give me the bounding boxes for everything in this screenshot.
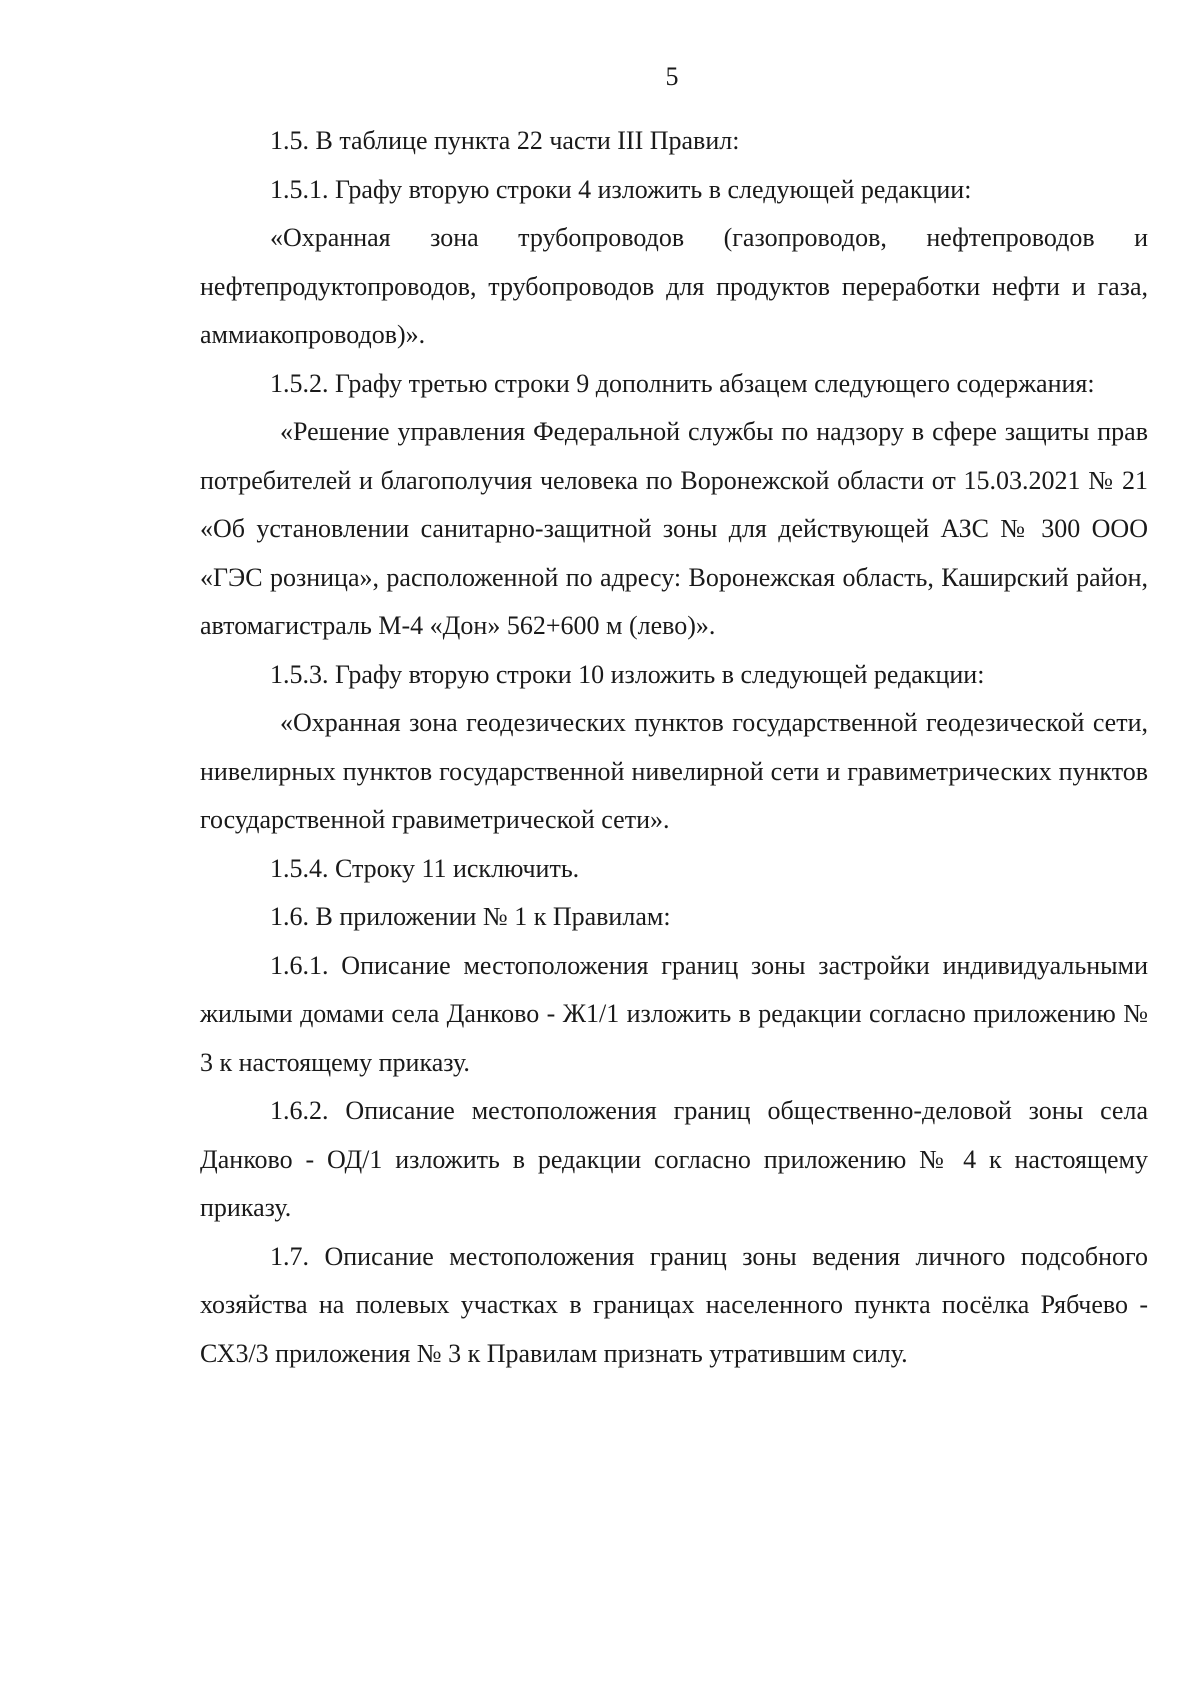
paragraph-1-5: 1.5. В таблице пункта 22 части III Правил:: [270, 126, 740, 155]
paragraph-1-6-1: 1.6.1. Описание местоположения границ зоны застройки индивидуальными жилыми домами села Данково - Ж1/1 изложить в редакции согласно приложению № 3 к настоящему приказу.: [200, 950, 1148, 1077]
page-number: 5: [665, 62, 679, 91]
paragraph-1-5-1: 1.5.1. Графу вторую строки 4 изложить в следующей редакции:: [270, 174, 972, 204]
paragraph-1-7: 1.7. Описание местоположения границ зоны ведения личного подсобного хозяйства на полевых участках в границах населенного пункта посёлка Рябчево - СХ3/3 приложения № 3 к Правилам признать утратившим силу.: [200, 1241, 1148, 1368]
paragraph-1-5-1-quote: «Охранная зона трубопроводов (газопроводов, нефтепроводов и нефтепродуктопроводов, трубопроводов для продуктов переработки нефти и газа, аммиакопроводов)».: [200, 223, 1148, 349]
paragraph-1-6-2: 1.6.2. Описание местоположения границ общественно-деловой зоны села Данково - ОД/1 изложить в редакции согласно приложению № 4 к настоящему приказу.: [200, 1096, 1148, 1222]
paragraph-1-5-2: 1.5.2. Графу третью строки 9 дополнить абзацем следующего содержания:: [270, 368, 1095, 398]
paragraph-1-5-3-quote: «Охранная зона геодезических пунктов государственной геодезической сети, нивелирных пунктов государственной нивелирной сети и гравиметрических пунктов государственной гравиметрической сети».: [200, 708, 1148, 834]
paragraph-1-5-3: 1.5.3. Графу вторую строки 10 изложить в следующей редакции:: [270, 659, 985, 689]
paragraph-1-5-2-quote: «Решение управления Федеральной службы по надзору в сфере защиты прав потребителей и благополучия человека по Воронежской области от 15.03.2021 № 21 «Об установлении санитарно-защитной зоны для действующей АЗС № 300 ООО «ГЭС розница», расположенной по адресу: Воронежская область, Каширский район, автомагистраль М-4 «Дон» 562+600 м (лево)».: [200, 417, 1148, 640]
document-body: [200, 117, 1148, 1378]
paragraph-1-5-4: 1.5.4. Строку 11 исключить.: [270, 853, 580, 883]
paragraph-1-6: 1.6. В приложении № 1 к Правилам:: [270, 902, 671, 931]
